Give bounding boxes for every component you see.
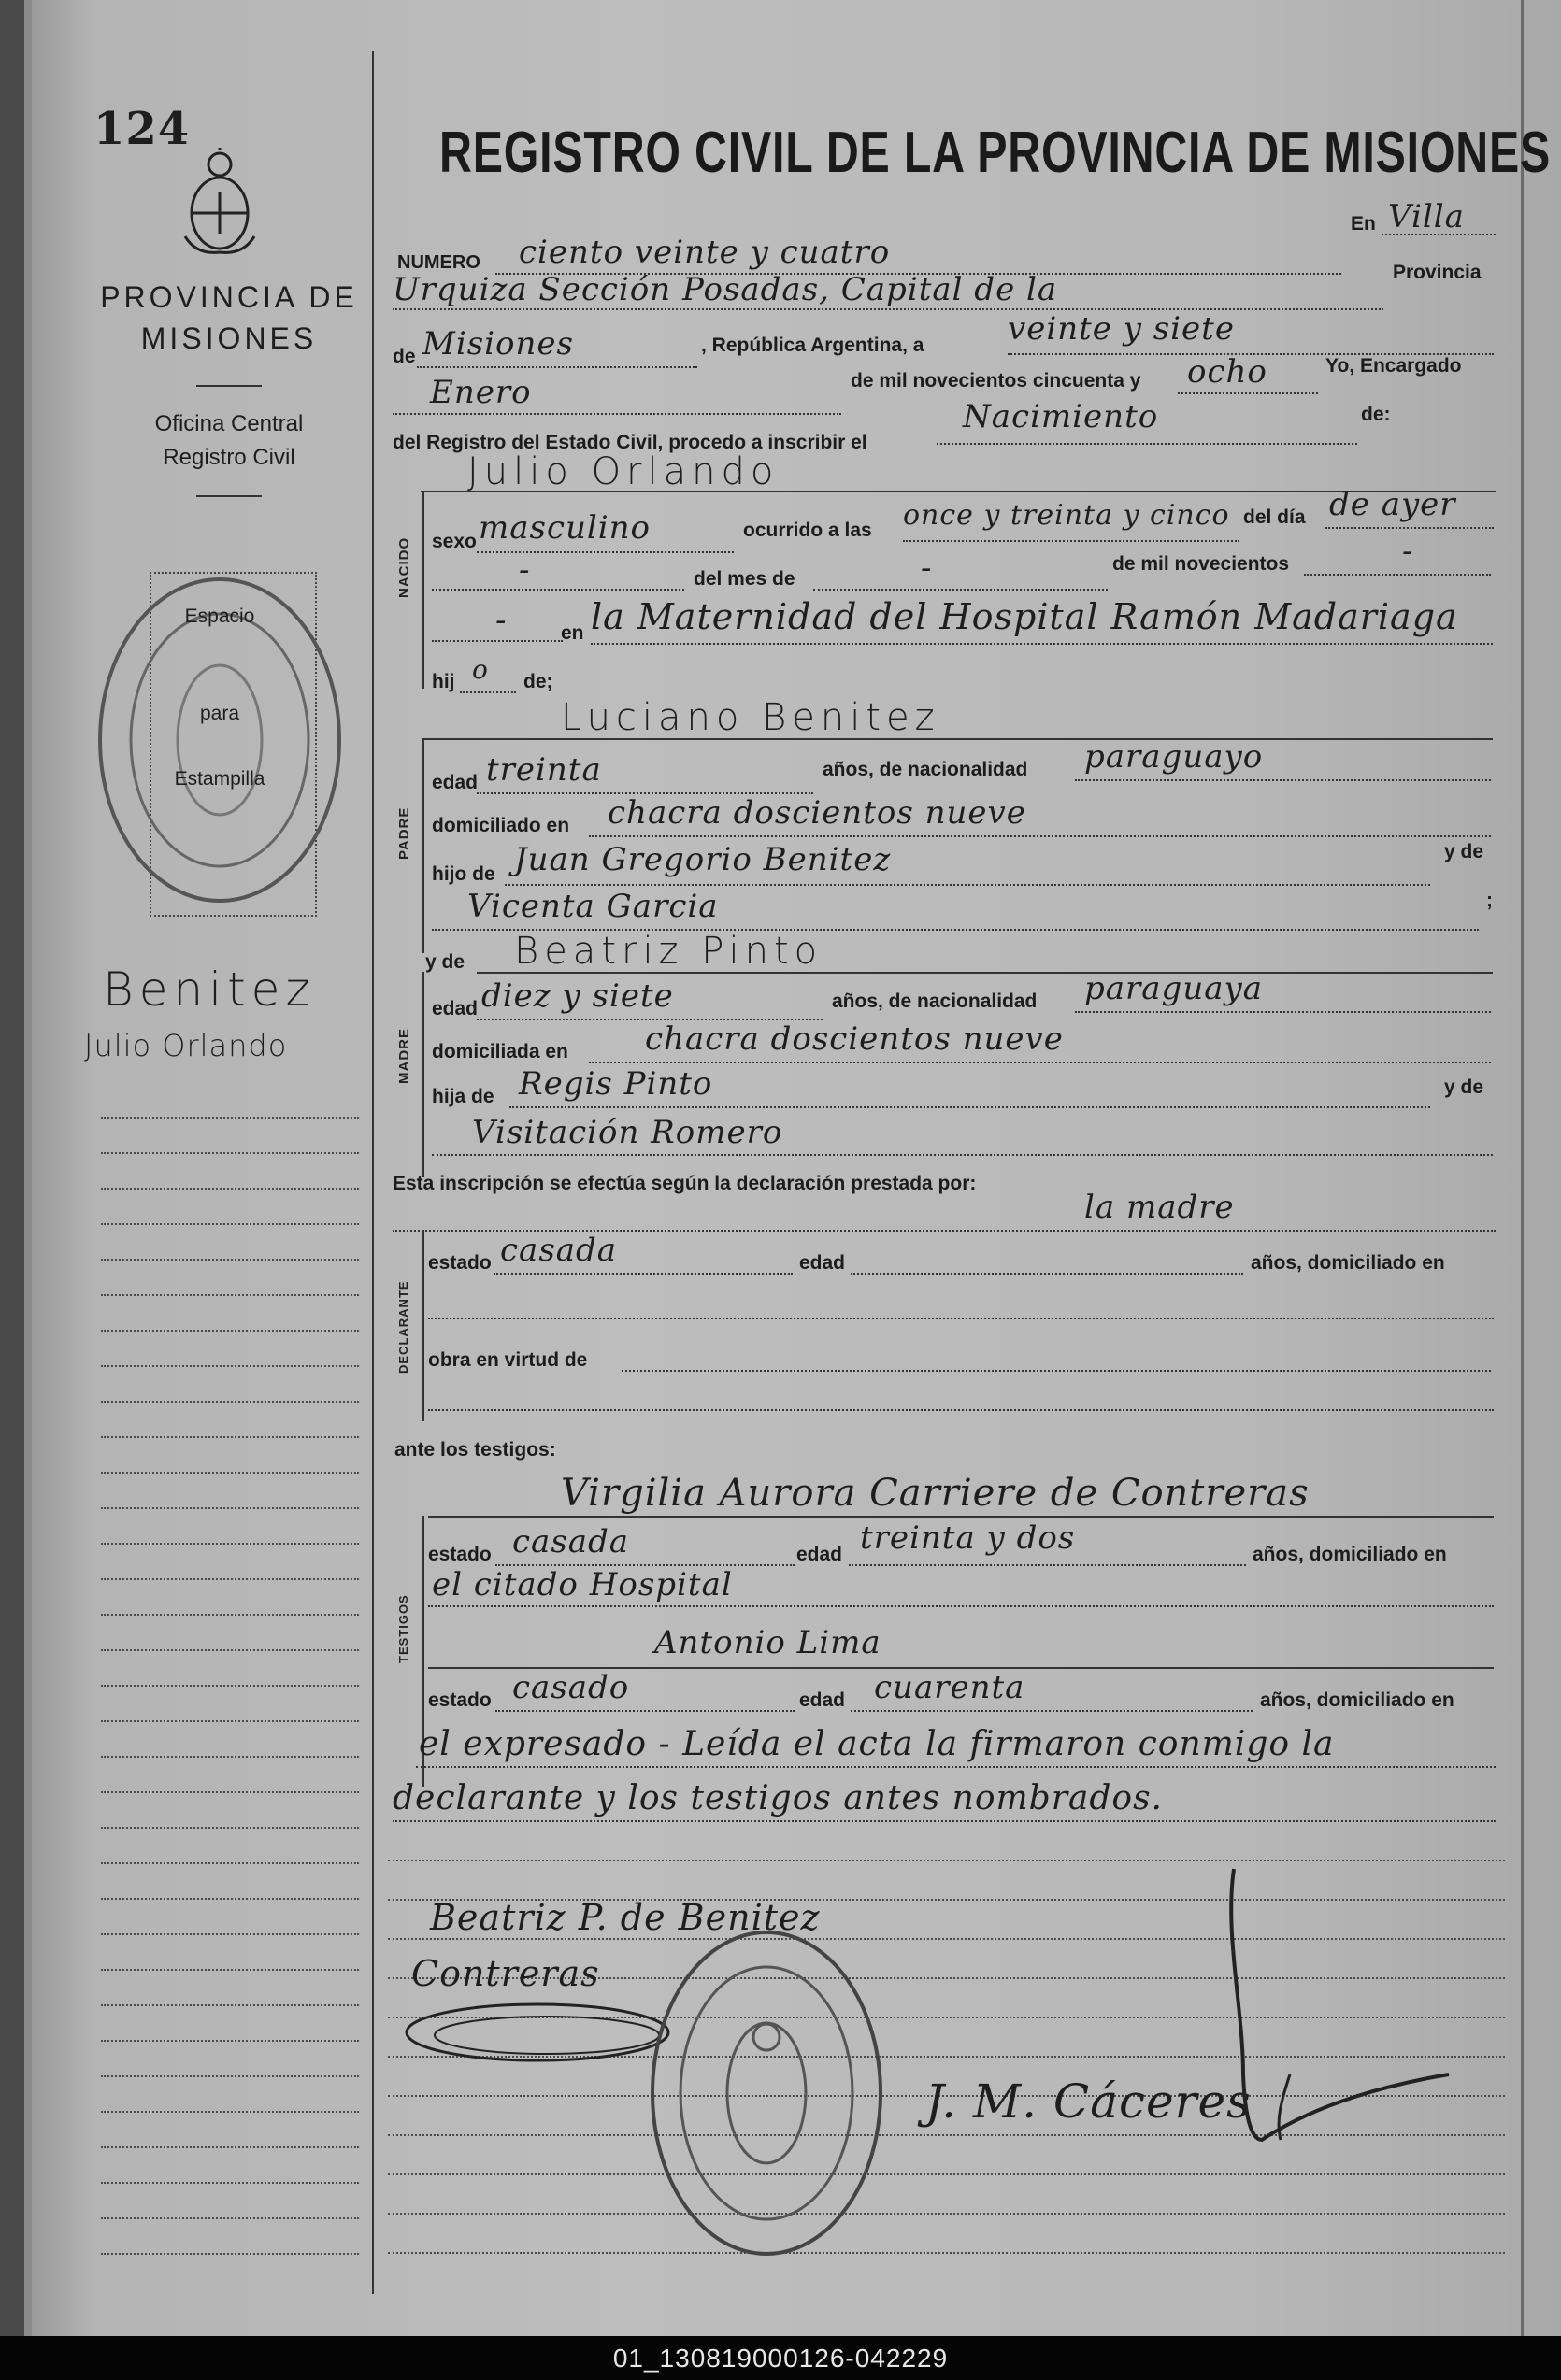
- value-dash3: -: [1402, 533, 1414, 570]
- margin-ruled-line: [101, 1969, 359, 1971]
- stamp-label-2: para: [199, 703, 240, 724]
- value-cierre2: declarante y los testigos antes nombrados.: [393, 1779, 1163, 1817]
- label-anos-nac-p: años, de nacionalidad: [823, 759, 1028, 780]
- line-sexo: [477, 551, 734, 553]
- line-obra: [622, 1370, 1491, 1372]
- value-padre-edad: treinta: [486, 751, 602, 789]
- line-blank1: [432, 589, 684, 591]
- label-de-mil: de mil novecientos cincuenta y: [851, 370, 1141, 392]
- label-sexo: sexo: [432, 531, 477, 552]
- label-esta-inscripcion: Esta inscripción se efectúa según la declaración prestada por:: [393, 1173, 977, 1194]
- value-mes: Enero: [430, 374, 532, 411]
- label-edad-t2: edad: [799, 1689, 846, 1711]
- value-madre-madre: Visitación Romero: [472, 1114, 783, 1151]
- label-anos-dom-d: años, domiciliado en: [1251, 1252, 1445, 1274]
- line-edad-t2: [851, 1710, 1253, 1712]
- declarante-bar: [422, 1230, 424, 1421]
- line-cierre1: [416, 1766, 1496, 1768]
- label-de: de: [393, 346, 416, 367]
- line-acto: [937, 443, 1357, 445]
- label-del-mes: del mes de: [694, 568, 795, 590]
- label-testigos: TESTIGOS: [396, 1594, 410, 1663]
- line-hij: [460, 691, 516, 693]
- label-nacido: NACIDO: [396, 536, 412, 598]
- value-testigo1-dom: el citado Hospital: [432, 1566, 733, 1603]
- label-de-mil-nov: de mil novecientos: [1112, 553, 1290, 575]
- label-ante: ante los testigos:: [394, 1439, 556, 1461]
- value-decl-estado: casada: [500, 1232, 618, 1269]
- value-testigo2-edad: cuarenta: [874, 1669, 1025, 1706]
- margin-ruled-line: [101, 1898, 359, 1900]
- value-madre-nombre: Beatriz Pinto: [514, 930, 823, 973]
- value-testigo1-estado: casada: [512, 1523, 630, 1561]
- line-provincia: [417, 366, 697, 368]
- margin-ruled-line: [101, 1614, 359, 1616]
- margin-ruled-line: [101, 1791, 359, 1793]
- coat-of-arms-icon: [178, 148, 262, 260]
- value-dash1: -: [519, 551, 531, 589]
- margin-ruled-line: [101, 2182, 359, 2184]
- line-hija-de: [509, 1106, 1430, 1108]
- label-edad-p: edad: [432, 772, 479, 793]
- margin-ruled-line: [101, 1472, 359, 1474]
- margin-ruled-line: [101, 1152, 359, 1154]
- label-hija-de: hija de: [432, 1086, 494, 1107]
- image-id-footer: 01_130819000126-042229: [0, 2336, 1561, 2380]
- line-hora: [903, 540, 1239, 542]
- margin-ruled-line: [101, 1827, 359, 1829]
- value-acto: Nacimiento: [963, 398, 1159, 435]
- value-ano: ocho: [1187, 353, 1267, 391]
- line-nac-p: [1075, 779, 1491, 781]
- line-edad-t1: [849, 1564, 1246, 1566]
- label-padre: PADRE: [396, 806, 412, 860]
- margin-given: Julio Orlando: [84, 1028, 288, 1063]
- value-padre-madre: Vicenta Garcia: [467, 888, 719, 925]
- label-declarante: DECLARANTE: [396, 1280, 410, 1374]
- label-anos-nac-m: años, de nacionalidad: [832, 990, 1038, 1012]
- label-edad-d: edad: [799, 1252, 846, 1274]
- margin-ruled-line: [101, 2146, 359, 2148]
- label-republica: , República Argentina, a: [701, 335, 924, 356]
- line-dom-t1: [428, 1605, 1494, 1607]
- label-ocurrido: ocurrido a las: [743, 520, 872, 541]
- line-dia2: [1325, 527, 1494, 529]
- margin-ruled-line: [101, 2217, 359, 2219]
- value-padre-dom: chacra doscientos nueve: [608, 794, 1026, 832]
- line-obra2: [428, 1409, 1494, 1411]
- value-place: Urquiza Sección Posadas, Capital de la: [393, 271, 1058, 308]
- label-del-dia: del día: [1243, 506, 1306, 528]
- value-dia-letras: veinte y siete: [1008, 310, 1235, 348]
- label-madre: MADRE: [396, 1028, 412, 1084]
- margin-ruled-line: [101, 1294, 359, 1296]
- label-de-colon: de:: [1361, 404, 1391, 425]
- label-de-semi: de;: [523, 671, 553, 692]
- province-line2: MISIONES: [140, 321, 318, 355]
- label-edad-m: edad: [432, 998, 479, 1019]
- value-madre-dom: chacra doscientos nueve: [645, 1020, 1064, 1058]
- line-madre-madre: [432, 1154, 1493, 1156]
- label-y-de-p: y de: [1444, 841, 1484, 862]
- margin-ruled-line: [101, 1401, 359, 1403]
- line-place: [393, 308, 1383, 310]
- label-y-de-m: y de: [1444, 1076, 1484, 1098]
- line-ano2: [1304, 574, 1491, 576]
- label-obra: obra en virtud de: [428, 1349, 588, 1371]
- label-yo: Yo, Encargado: [1325, 355, 1462, 377]
- value-declarante: la madre: [1084, 1189, 1235, 1226]
- book-binding-edge: [24, 0, 32, 2336]
- value-madre-hija-de: Regis Pinto: [519, 1065, 713, 1103]
- value-testigo2-estado: casado: [512, 1669, 630, 1706]
- label-hijo-de: hijo de: [432, 863, 495, 885]
- value-testigo2-nombre: Antonio Lima: [654, 1624, 881, 1661]
- line-ano: [1178, 392, 1318, 394]
- label-hij: hij: [432, 671, 455, 692]
- value-padre-hijo-de: Juan Gregorio Benitez: [514, 841, 892, 878]
- label-edad-t1: edad: [796, 1544, 843, 1565]
- margin-ruled-line: [101, 1436, 359, 1438]
- label-anos-dom-t2: años, domiciliado en: [1260, 1689, 1454, 1711]
- value-en: Villa: [1388, 198, 1465, 235]
- line-hijo-de: [505, 884, 1430, 886]
- margin-ruled-line: [101, 1117, 359, 1119]
- line-estado-d: [494, 1273, 793, 1275]
- signature-stroke-icon: [1187, 1860, 1468, 2196]
- label-anos-dom-t1: años, domiciliado en: [1253, 1544, 1447, 1565]
- label-numero: NUMERO: [397, 252, 480, 273]
- value-madre-edad: diez y siete: [481, 977, 674, 1015]
- rule-short-2: [196, 495, 262, 497]
- margin-ruled-line: [101, 1259, 359, 1261]
- margin-ruled-line: [101, 1578, 359, 1580]
- value-lugar: la Maternidad del Hospital Ramón Madariaga: [591, 596, 1458, 637]
- margin-ruled-line: [101, 2004, 359, 2006]
- margin-ruled-line: [101, 1330, 359, 1332]
- margin-ruled-line: [101, 1933, 359, 1935]
- value-testigo1-edad: treinta y dos: [860, 1519, 1076, 1557]
- line-blank2: [432, 640, 563, 642]
- line-dom-m: [589, 1062, 1491, 1063]
- value-cierre1: el expresado - Leída el acta la firmaron conmigo la: [419, 1725, 1335, 1763]
- margin-ruled-line: [101, 1543, 359, 1545]
- label-estado-t1: estado: [428, 1544, 492, 1565]
- folio-number: 124: [93, 103, 191, 155]
- line-dom-p: [589, 835, 1491, 837]
- line-dom-d: [428, 1318, 1494, 1319]
- value-dash2: -: [921, 549, 933, 587]
- signature-testigo: Contreras: [411, 1953, 600, 1994]
- label-estado-t2: estado: [428, 1689, 492, 1711]
- stamp-label-1: Espacio: [184, 606, 255, 627]
- margin-ruled-line: [101, 1756, 359, 1758]
- label-domiciliada: domiciliada en: [432, 1041, 568, 1062]
- value-madre-nac: paraguaya: [1084, 970, 1263, 1007]
- label-y-de2: y de: [425, 951, 465, 973]
- margin-ruled-line: [101, 1365, 359, 1367]
- label-provincia: Provincia: [1393, 262, 1482, 283]
- signature-ruled-line: [388, 2252, 1505, 2254]
- margin-ruled-line: [101, 1649, 359, 1651]
- signature-encargado: J. M. Cáceres: [925, 2074, 1252, 2129]
- margin-ruled-line: [101, 1507, 359, 1509]
- line-cierre2: [393, 1820, 1496, 1822]
- label-en: En: [1351, 213, 1376, 235]
- margin-ruled-line: [101, 1720, 359, 1722]
- value-sexo: masculino: [479, 509, 652, 547]
- margin-ruled-line: [101, 2111, 359, 2113]
- label-del-registro: del Registro del Estado Civil, procedo a inscribir el: [393, 432, 867, 453]
- line-lugar: [591, 643, 1493, 645]
- office-seal-icon: [645, 1925, 888, 2261]
- value-provincia: Misiones: [422, 325, 574, 363]
- document-title: REGISTRO CIVIL DE LA PROVINCIA DE MISIONES: [439, 121, 1552, 185]
- office-line2: Registro Civil: [163, 445, 295, 470]
- page-right-edge: [1521, 0, 1524, 2336]
- value-dia: de ayer: [1329, 486, 1456, 523]
- label-domiciliado-p: domiciliado en: [432, 815, 570, 836]
- province-line1: PROVINCIA DE: [100, 280, 358, 314]
- line-mes2: [813, 589, 1108, 591]
- margin-ruled-line: [101, 1685, 359, 1687]
- stamp-label-3: Estampilla: [174, 768, 265, 790]
- margin-ruled-line: [101, 2075, 359, 2077]
- book-binding: [0, 0, 24, 2336]
- margin-surname: Benitez: [103, 962, 316, 1017]
- value-testigo1-nombre: Virgilia Aurora Carriere de Contreras: [561, 1472, 1310, 1515]
- signature-madre: Beatriz P. de Benitez: [430, 1897, 821, 1938]
- line-edad-d: [851, 1273, 1243, 1275]
- margin-divider: [372, 51, 374, 2294]
- line-nac-m: [1075, 1011, 1491, 1013]
- margin-ruled-line: [101, 1223, 359, 1225]
- label-en-lower: en: [561, 622, 584, 644]
- label-estado-d: estado: [428, 1252, 492, 1274]
- office-line1: Oficina Central: [154, 411, 304, 436]
- rule-short: [196, 385, 262, 387]
- margin-ruled-line: [101, 2040, 359, 2042]
- padre-bar: [422, 738, 424, 953]
- value-numero: ciento veinte y cuatro: [519, 234, 891, 271]
- label-semicolon: ;: [1486, 890, 1493, 911]
- line-estado-t2: [495, 1710, 795, 1712]
- value-padre-nombre: Luciano Benitez: [561, 696, 940, 739]
- line-mes: [393, 413, 841, 415]
- value-nombre: Julio Orlando: [467, 450, 780, 493]
- margin-ruled-line: [101, 2253, 359, 2255]
- value-hij: o: [472, 654, 489, 685]
- signature-ruled-line: [388, 2213, 1505, 2215]
- value-dash4: -: [495, 602, 508, 639]
- line-testigo1: [428, 1516, 1494, 1518]
- madre-bar: [422, 972, 424, 1177]
- margin-ruled-line: [101, 1188, 359, 1190]
- nacido-bar: [422, 491, 424, 689]
- value-hora: once y treinta y cinco: [903, 499, 1230, 532]
- margin-ruled-line: [101, 1862, 359, 1864]
- value-padre-nac: paraguayo: [1084, 738, 1264, 776]
